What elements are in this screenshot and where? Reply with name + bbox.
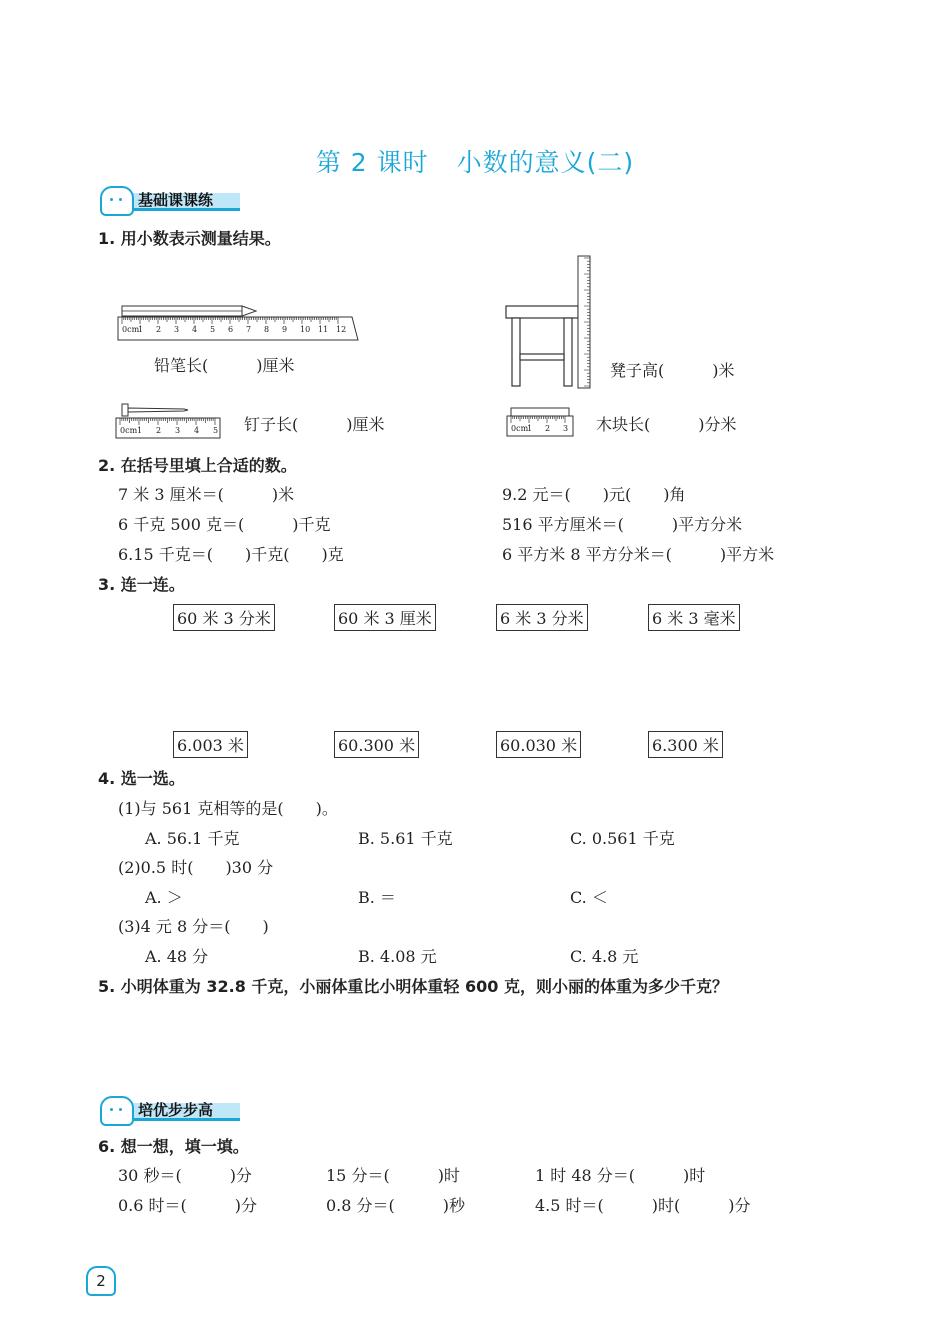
ruler-5cm-label: 3 (175, 426, 181, 435)
q6-item: 4.5 时＝( )时( )分 (535, 1196, 751, 1215)
nail-length-blank: 钉子长( )厘米 (244, 415, 385, 434)
nail-ruler-figure (114, 402, 224, 440)
q4-sub-question: (1)与 561 克相等的是( )。 (118, 799, 338, 818)
stool-icon (506, 306, 578, 386)
lesson-title (0, 143, 950, 179)
section-banner-advanced (100, 1096, 245, 1122)
wood-block-icon (511, 408, 569, 416)
bear-icon (100, 1096, 134, 1126)
lesson-topic: 小数的意义(二) (456, 148, 635, 177)
q4-option[interactable]: A. 56.1 千克 (145, 829, 240, 848)
ruler-12cm-label: 7 (246, 325, 252, 334)
q6-item: 1 时 48 分＝( )时 (535, 1166, 706, 1185)
stool-height-blank: 凳子高( )米 (610, 361, 735, 380)
ruler-12cm-label: 10 (300, 325, 311, 334)
ruler-12cm-label: 0cm (122, 325, 140, 334)
q4-sub-question: (3)4 元 8 分＝( ) (118, 917, 269, 936)
section-banner-basic (100, 186, 245, 212)
stool-ruler-figure (504, 254, 596, 390)
match-bottom-box[interactable]: 60.030 米 (496, 731, 581, 758)
q4-option[interactable]: C. ＜ (570, 888, 608, 907)
vertical-ruler (578, 256, 590, 388)
ruler-12cm-label: 4 (192, 325, 198, 334)
match-top-box[interactable]: 60 米 3 分米 (173, 604, 275, 631)
pencil-length-blank: 铅笔长( )厘米 (154, 356, 295, 375)
ruler-12cm-label: 11 (318, 325, 329, 334)
ruler-5cm-label: 0cm (120, 426, 138, 435)
q6-item: 0.6 时＝( )分 (118, 1196, 258, 1215)
q6-item: 0.8 分＝( )秒 (326, 1196, 466, 1215)
ruler-12cm-label: 1 (138, 325, 144, 334)
block-ruler-figure (505, 406, 575, 438)
block-length-blank: 木块长( )分米 (596, 415, 737, 434)
ruler-12cm-label: 3 (174, 325, 180, 334)
q4-option[interactable]: C. 4.8 元 (570, 947, 639, 966)
pencil-ruler-figure (116, 300, 360, 344)
ruler-12cm-label: 12 (336, 325, 347, 334)
q2-item: 9.2 元＝( )元( )角 (502, 485, 686, 504)
section-title-basic: 基础课课练 (138, 191, 214, 209)
match-bottom-box[interactable]: 6.003 米 (173, 731, 248, 758)
match-top-box[interactable]: 6 米 3 分米 (496, 604, 588, 631)
ruler-12cm (118, 317, 358, 340)
lesson-number: 第 2 课时 (315, 148, 429, 177)
ruler-3dm-label: 0cm (511, 424, 529, 433)
q2-item: 6.15 千克＝( )千克( )克 (118, 545, 344, 564)
question-5-heading (98, 974, 728, 997)
question-1-heading: 1. 用小数表示测量结果。 (98, 229, 281, 248)
ruler-12cm-label: 5 (210, 325, 216, 334)
question-4-heading: 4. 选一选。 (98, 769, 185, 788)
question-5-text: 5. 小明体重为 32.8 千克，小丽体重比小明体重轻 600 克，则小丽的体重为多少千克？ (98, 977, 728, 996)
ruler-3dm-label: 2 (545, 424, 551, 433)
ruler-12cm-label: 2 (156, 325, 162, 334)
q4-sub-question: (2)0.5 时( )30 分 (118, 858, 274, 877)
match-bottom-box[interactable]: 60.300 米 (334, 731, 419, 758)
q4-option[interactable]: C. 0.561 千克 (570, 829, 675, 848)
question-6-heading: 6. 想一想，填一填。 (98, 1137, 249, 1156)
ruler-12cm-label: 6 (228, 325, 234, 334)
ruler-12cm-label: 8 (264, 325, 270, 334)
question-2-heading: 2. 在括号里填上合适的数。 (98, 456, 297, 475)
q4-option[interactable]: A. ＞ (145, 888, 183, 907)
q4-option[interactable]: B. ＝ (358, 888, 396, 907)
ruler-12cm-label: 9 (282, 325, 288, 334)
q2-item: 516 平方厘米＝( )平方分米 (502, 515, 743, 534)
ruler-5cm-label: 5 (213, 426, 219, 435)
q4-option[interactable]: B. 4.08 元 (358, 947, 437, 966)
pencil-icon (122, 306, 256, 316)
q2-item: 6 千克 500 克＝( )千克 (118, 515, 331, 534)
ruler-3dm (507, 416, 573, 436)
bear-icon (100, 186, 134, 216)
page-number: 2 (86, 1266, 116, 1296)
ruler-3dm-label: 3 (563, 424, 569, 433)
match-top-box[interactable]: 60 米 3 厘米 (334, 604, 436, 631)
ruler-5cm-label: 2 (156, 426, 162, 435)
q6-item: 15 分＝( )时 (326, 1166, 460, 1185)
match-bottom-box[interactable]: 6.300 米 (648, 731, 723, 758)
ruler-5cm-label: 1 (137, 426, 143, 435)
question-3-heading: 3. 连一连。 (98, 575, 185, 594)
nail-icon (122, 404, 188, 416)
q2-item: 7 米 3 厘米＝( )米 (118, 485, 295, 504)
ruler-3dm-label: 1 (527, 424, 533, 433)
section-title-advanced: 培优步步高 (138, 1101, 214, 1119)
ruler-5cm-label: 4 (194, 426, 200, 435)
q4-option[interactable]: B. 5.61 千克 (358, 829, 453, 848)
q6-item: 30 秒＝( )分 (118, 1166, 252, 1185)
ruler-5cm (116, 418, 220, 438)
match-top-box[interactable]: 6 米 3 毫米 (648, 604, 740, 631)
q2-item: 6 平方米 8 平方分米＝( )平方米 (502, 545, 775, 564)
q4-option[interactable]: A. 48 分 (145, 947, 209, 966)
